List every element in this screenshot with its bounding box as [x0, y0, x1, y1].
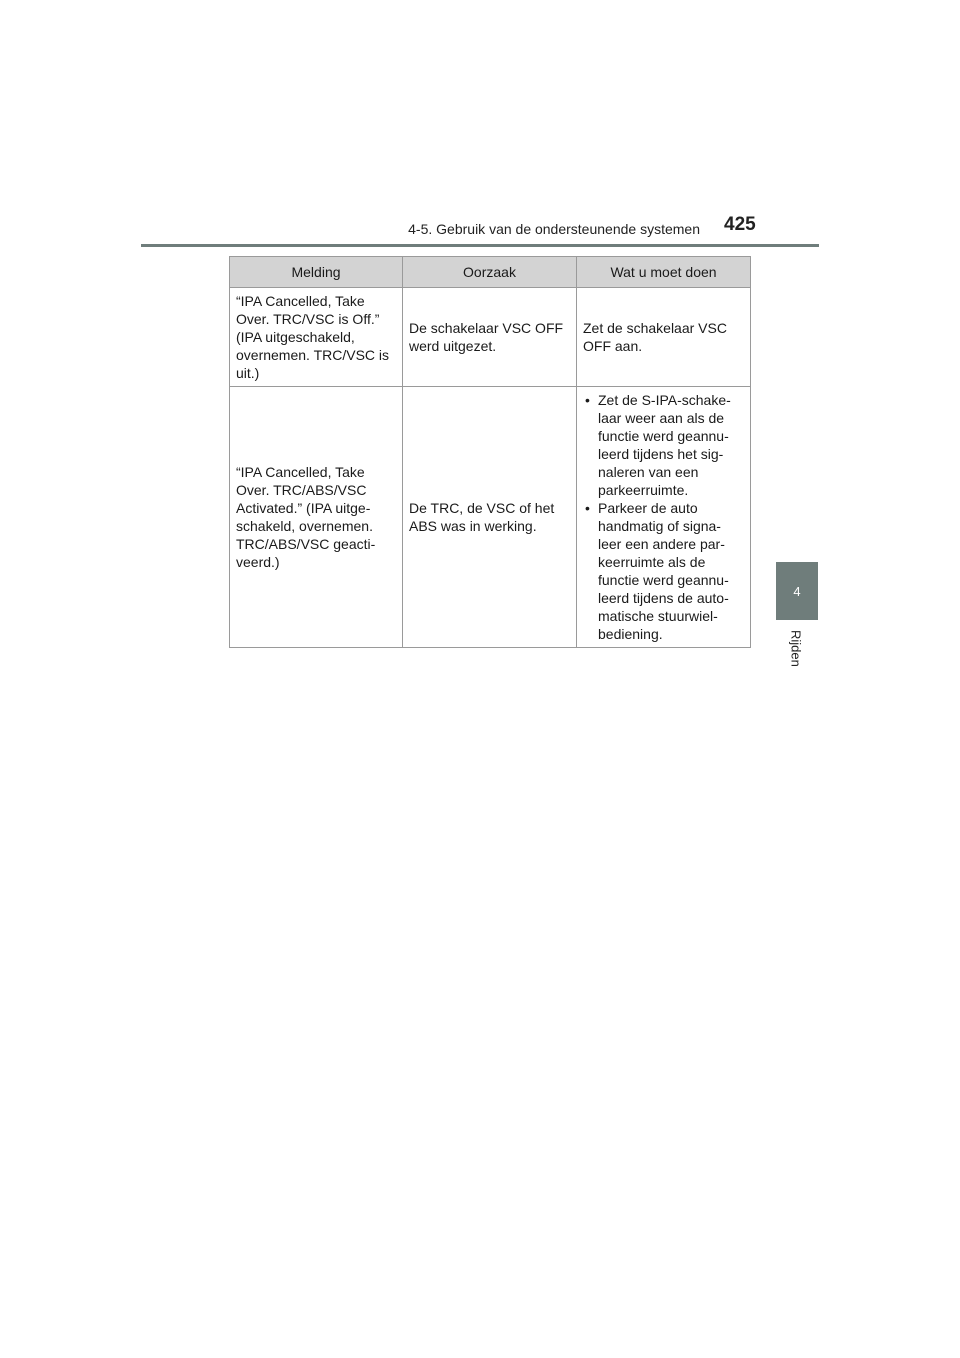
action-list	[583, 391, 744, 643]
message-table	[229, 256, 751, 648]
message-cell: “IPA Cancelled, Take Over. TRC/ABS/VSC Activated.” (IPA uitge-schakeld, overnemen. TRC/ABS/VSC geacti-veerd.)	[230, 387, 403, 648]
column-header-message: Melding	[230, 257, 403, 288]
action-cell: Zet de schakelaar VSC OFF aan.	[577, 288, 751, 387]
action-cell	[577, 387, 751, 648]
table-row	[230, 288, 751, 387]
list-item: • Zet de S-IPA-schake-laar weer aan als de functie werd geannu-leerd tijdens het sig-naleren van een parkeerruimte.	[583, 391, 744, 499]
table-header-row	[230, 257, 751, 288]
message-cell: “IPA Cancelled, Take Over. TRC/VSC is Off.” (IPA uitgeschakeld, overnemen. TRC/VSC is uit.)	[230, 288, 403, 387]
cause-cell: De schakelaar VSC OFF werd uitgezet.	[403, 288, 577, 387]
cause-cell: De TRC, de VSC of het ABS was in werking.	[403, 387, 577, 648]
section-title: 4-5. Gebruik van de ondersteunende systemen	[408, 221, 700, 237]
list-item: • Parkeer de auto handmatig of signa-leer een andere par-keerruimte als de functie werd geannu-leerd tijdens de auto-matische stuurwiel-bediening.	[583, 499, 744, 643]
chapter-tab[interactable]	[776, 562, 818, 620]
header-divider	[141, 244, 819, 247]
chapter-number: 4	[793, 583, 801, 599]
page-number: 425	[724, 214, 756, 235]
column-header-cause: Oorzaak	[403, 257, 577, 288]
column-header-action: Wat u moet doen	[577, 257, 751, 288]
chapter-label: Rijden	[788, 630, 804, 667]
table-row	[230, 387, 751, 648]
